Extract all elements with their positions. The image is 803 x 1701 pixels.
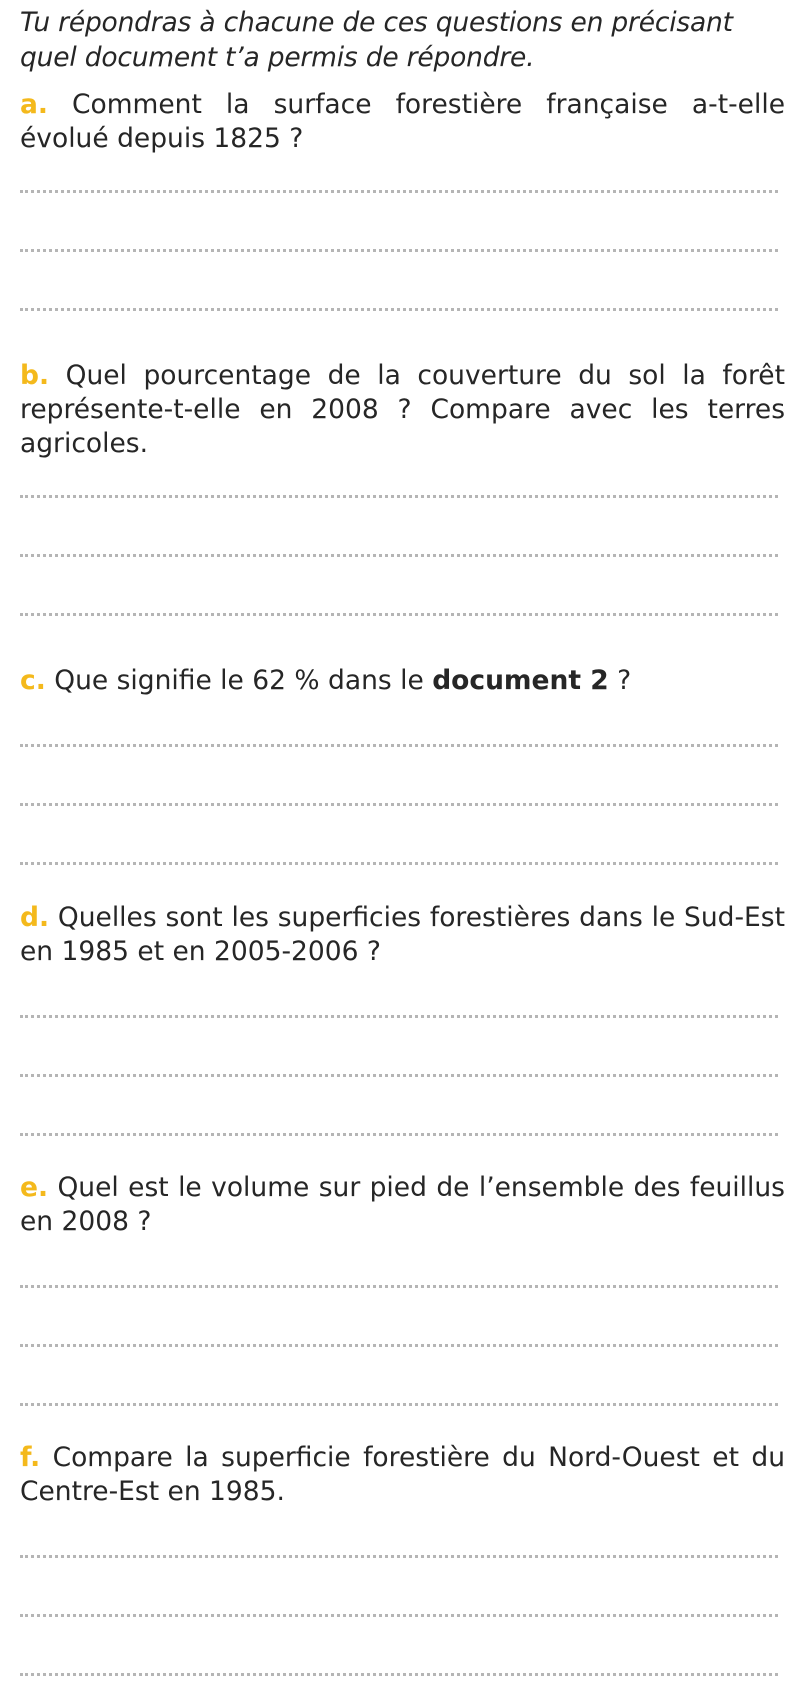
question-e-text: Quel est le volume sur pied de l’ensemble des feuillus en 2008 ? [20, 1172, 785, 1237]
answer-line-c-3[interactable] [20, 862, 778, 865]
answer-line-b-1[interactable] [20, 495, 778, 498]
answer-line-f-2[interactable] [20, 1614, 778, 1617]
answer-line-b-3[interactable] [20, 613, 778, 616]
question-letter-a: a. [20, 89, 48, 120]
answer-line-e-2[interactable] [20, 1344, 778, 1347]
question-a-block [20, 88, 785, 156]
question-a-text: Comment la surface forestière française a-t-elle évolué depuis 1825 ? [20, 89, 785, 154]
answer-line-c-1[interactable] [20, 744, 778, 747]
instructions-text: Tu répondras à chacune de ces questions en précisant quel document t’a permis de répondre. [20, 7, 733, 73]
answer-line-f-1[interactable] [20, 1555, 778, 1558]
question-c-text-before: Que signifie le 62 % dans le [54, 665, 433, 696]
worksheet-page [20, 0, 785, 1507]
question-letter-d: d. [20, 902, 50, 933]
answer-line-b-2[interactable] [20, 554, 778, 557]
answer-line-e-3[interactable] [20, 1403, 778, 1406]
question-b-block [20, 359, 785, 461]
question-b [20, 359, 785, 461]
question-d [20, 901, 785, 969]
question-a [20, 88, 785, 156]
question-c [20, 664, 785, 698]
question-f-text: Compare la superficie forestière du Nord-Ouest et du Centre-Est en 1985. [20, 1442, 785, 1507]
question-letter-c: c. [20, 665, 46, 696]
question-c-block [20, 664, 785, 698]
question-d-text: Quelles sont les superficies forestières dans le Sud-Est en 1985 et en 2005-2006 ? [20, 902, 785, 967]
answer-line-a-3[interactable] [20, 308, 778, 311]
answer-line-a-1[interactable] [20, 190, 778, 193]
answer-line-d-2[interactable] [20, 1074, 778, 1077]
answer-line-a-2[interactable] [20, 249, 778, 252]
answer-line-d-3[interactable] [20, 1133, 778, 1136]
question-e [20, 1171, 785, 1239]
question-b-text: Quel pourcentage de la couverture du sol la forêt représente-t-elle en 2008 ? Compare avec les terres agricoles. [20, 360, 785, 459]
question-letter-f: f. [20, 1442, 41, 1473]
question-c-text-after: ? [608, 665, 632, 696]
answer-line-d-1[interactable] [20, 1015, 778, 1018]
question-f-block [20, 1441, 785, 1509]
question-letter-b: b. [20, 360, 50, 391]
answer-line-e-1[interactable] [20, 1285, 778, 1288]
question-c-document-ref: document 2 [432, 665, 609, 696]
question-d-block [20, 901, 785, 969]
answer-line-f-3[interactable] [20, 1673, 778, 1676]
question-e-block [20, 1171, 785, 1239]
question-f [20, 1441, 785, 1509]
answer-line-c-2[interactable] [20, 803, 778, 806]
question-letter-e: e. [20, 1172, 49, 1203]
